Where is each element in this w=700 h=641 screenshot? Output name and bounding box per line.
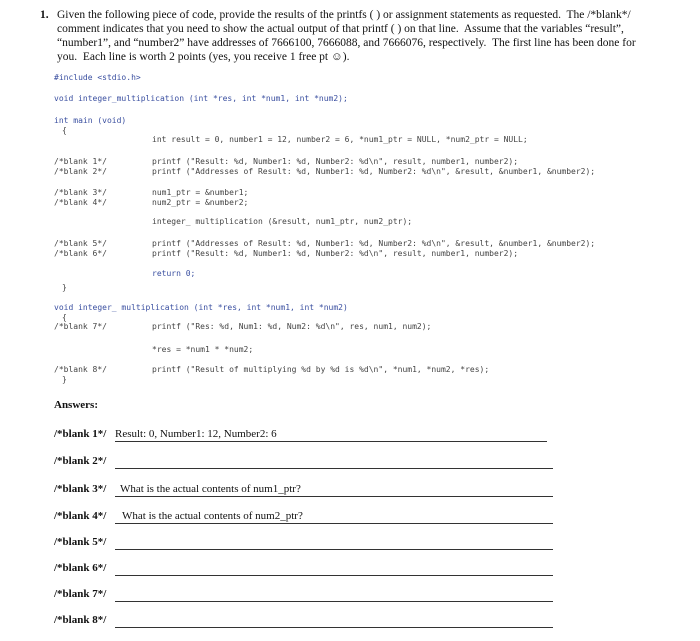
code-blank-8-label: /*blank 8*/ (54, 365, 107, 374)
code-declarations: int result = 0, number1 = 12, number2 = 6, *num1_ptr = NULL, *num2_ptr = NULL; (152, 135, 528, 144)
code-blank-6-label: /*blank 6*/ (54, 249, 107, 258)
answer-blank-4-label: /*blank 4*/ (54, 510, 107, 522)
answer-blank-1-label: /*blank 1*/ (54, 428, 107, 440)
answer-blank-5-line (115, 549, 553, 550)
question-line-1: Given the following piece of code, provide the results of the printfs ( ) or assignment statements as requested. The /*blank*/ (57, 9, 631, 21)
code-blank-1-label: /*blank 1*/ (54, 157, 107, 166)
code-include: #include <stdio.h> (54, 73, 141, 82)
answer-blank-3-value[interactable]: What is the actual contents of num1_ptr? (120, 483, 301, 495)
code-blank-2-statement: printf ("Addresses of Result: %d, Number1: %d, Number2: %d\n", &result, &number1, &number2); (152, 167, 596, 176)
code-blank-5-statement: printf ("Addresses of Result: %d, Number1: %d, Number2: %d\n", &result, &number1, &number2); (152, 239, 596, 248)
code-blank-4-statement: num2_ptr = &number2; (152, 198, 249, 207)
code-blank-6-statement: printf ("Result: %d, Number1: %d, Number2: %d\n", result, number1, number2); (152, 249, 519, 258)
answer-blank-2-line (115, 468, 553, 469)
answer-blank-3-line (115, 496, 553, 497)
code-blank-5-label: /*blank 5*/ (54, 239, 107, 248)
code-open-brace-func: { (62, 313, 67, 322)
code-blank-3-statement: num1_ptr = &number1; (152, 188, 249, 197)
code-blank-1-statement: printf ("Result: %d, Number1: %d, Number2: %d\n", result, number1, number2); (152, 157, 519, 166)
code-func-decl: void integer_multiplication (int *res, int *num1, int *num2); (54, 94, 348, 103)
code-blank-2-label: /*blank 2*/ (54, 167, 107, 176)
code-blank-7-statement: printf ("Res: %d, Num1: %d, Num2: %d\n", res, num1, num2); (152, 322, 432, 331)
code-blank-3-label: /*blank 3*/ (54, 188, 107, 197)
code-close-brace-main: } (62, 283, 67, 292)
code-close-brace-func: } (62, 375, 67, 384)
question-number: 1. (40, 9, 49, 21)
answer-blank-6-label: /*blank 6*/ (54, 562, 107, 574)
code-blank-4-label: /*blank 4*/ (54, 198, 107, 207)
answer-blank-5-label: /*blank 5*/ (54, 536, 107, 548)
answer-blank-8-line (115, 627, 553, 628)
code-main-signature: int main (void) (54, 116, 127, 125)
answer-blank-2-label: /*blank 2*/ (54, 455, 107, 467)
question-line-4: you. Each line is worth 2 points (yes, you receive 1 free pt ☺). (57, 51, 350, 63)
question-line-3: “number1”, and “number2” have addresses of 7666100, 7666088, and 7666076, respectively. The first line has been done for (57, 37, 636, 49)
answers-heading: Answers: (54, 399, 98, 411)
code-blank-7-label: /*blank 7*/ (54, 322, 107, 331)
answer-blank-6-line (115, 575, 553, 576)
answer-blank-4-value[interactable]: What is the actual contents of num2_ptr? (122, 510, 303, 522)
code-assignment: *res = *num1 * *num2; (152, 345, 254, 354)
answer-blank-1-line (115, 441, 547, 442)
code-blank-8-statement: printf ("Result of multiplying %d by %d is %d\n", *num1, *num2, *res); (152, 365, 490, 374)
answer-blank-4-line (115, 523, 553, 524)
answer-blank-1-value[interactable]: Result: 0, Number1: 12, Number2: 6 (115, 428, 277, 440)
answer-blank-3-label: /*blank 3*/ (54, 483, 107, 495)
answer-blank-7-label: /*blank 7*/ (54, 588, 107, 600)
code-func-definition: void integer_ multiplication (int *res, int *num1, int *num2) (54, 303, 348, 312)
answer-blank-7-line (115, 601, 553, 602)
code-return: return 0; (152, 269, 196, 278)
question-line-2: comment indicates that you need to show the actual output of that printf ( ) on that line. Assume that the variables “result”, (57, 23, 624, 35)
code-function-call: integer_ multiplication (&result, num1_ptr, num2_ptr); (152, 217, 413, 226)
code-open-brace-main: { (62, 126, 67, 135)
answer-blank-8-label: /*blank 8*/ (54, 614, 107, 626)
